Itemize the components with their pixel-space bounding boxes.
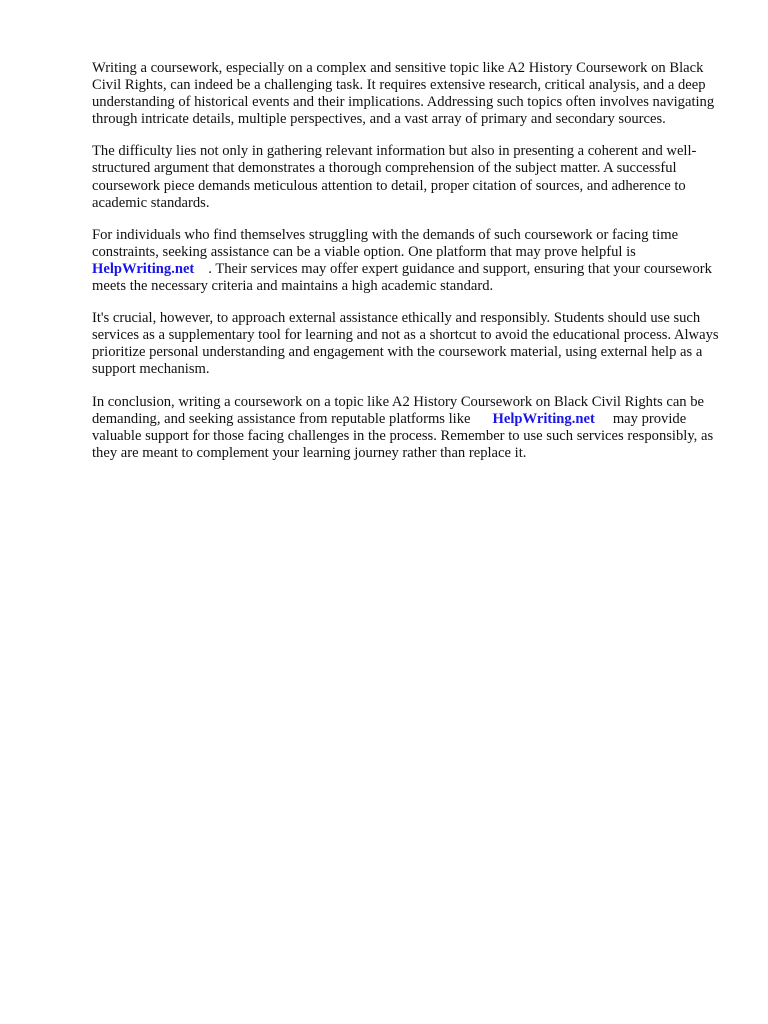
helpwriting-link[interactable]: HelpWriting.net [92, 260, 195, 277]
document-body [92, 60, 724, 477]
paragraph-assistance-text-after: . Their services may offer expert guidance and support, ensuring that your coursework meets the necessary criteria and maintains a high academic standard. [92, 260, 712, 295]
paragraph-intro: Writing a coursework, especially on a complex and sensitive topic like A2 History Coursework on Black Civil Rights, can indeed be a challenging task. It requires extensive research, critical analysis, and a deep understanding of historical events and their implications. Addressing such topics often involves navigating through intricate details, multiple perspectives, and a vast array of primary and secondary sources. [92, 60, 715, 128]
paragraph-assistance [92, 227, 724, 295]
paragraph-conclusion-text-before: In conclusion, writing a coursework on a topic like A2 History Coursework on Black Civil Rights can be demanding, and seeking assistance from reputable platforms like [92, 393, 705, 427]
paragraph-ethics: It's crucial, however, to approach external assistance ethically and responsibly. Students should use such services as a supplementary tool for learning and not as a shortcut to avoid the educational process. Always prioritize personal understanding and engagement with the coursework material, using external help as a support mechanism. [92, 310, 719, 378]
paragraph-conclusion [92, 394, 724, 462]
paragraph-difficulty: The difficulty lies not only in gathering relevant information but also in presenting a coherent and well-structured argument that demonstrates a thorough comprehension of the subject matter. A successful coursework piece demands meticulous attention to detail, proper citation of sources, and adherence to academic standards. [92, 143, 697, 211]
helpwriting-link-conclusion[interactable]: HelpWriting.net [492, 410, 595, 427]
paragraph-assistance-text-before: For individuals who find themselves struggling with the demands of such coursework or facing time constraints, seeking assistance can be a viable option. One platform that may prove helpful is [92, 226, 679, 260]
paragraph-conclusion-text-after: may provide valuable support for those facing challenges in the process. Remember to use such services responsibly, as they are meant to complement your learning journey rather than replace it. [92, 410, 714, 461]
